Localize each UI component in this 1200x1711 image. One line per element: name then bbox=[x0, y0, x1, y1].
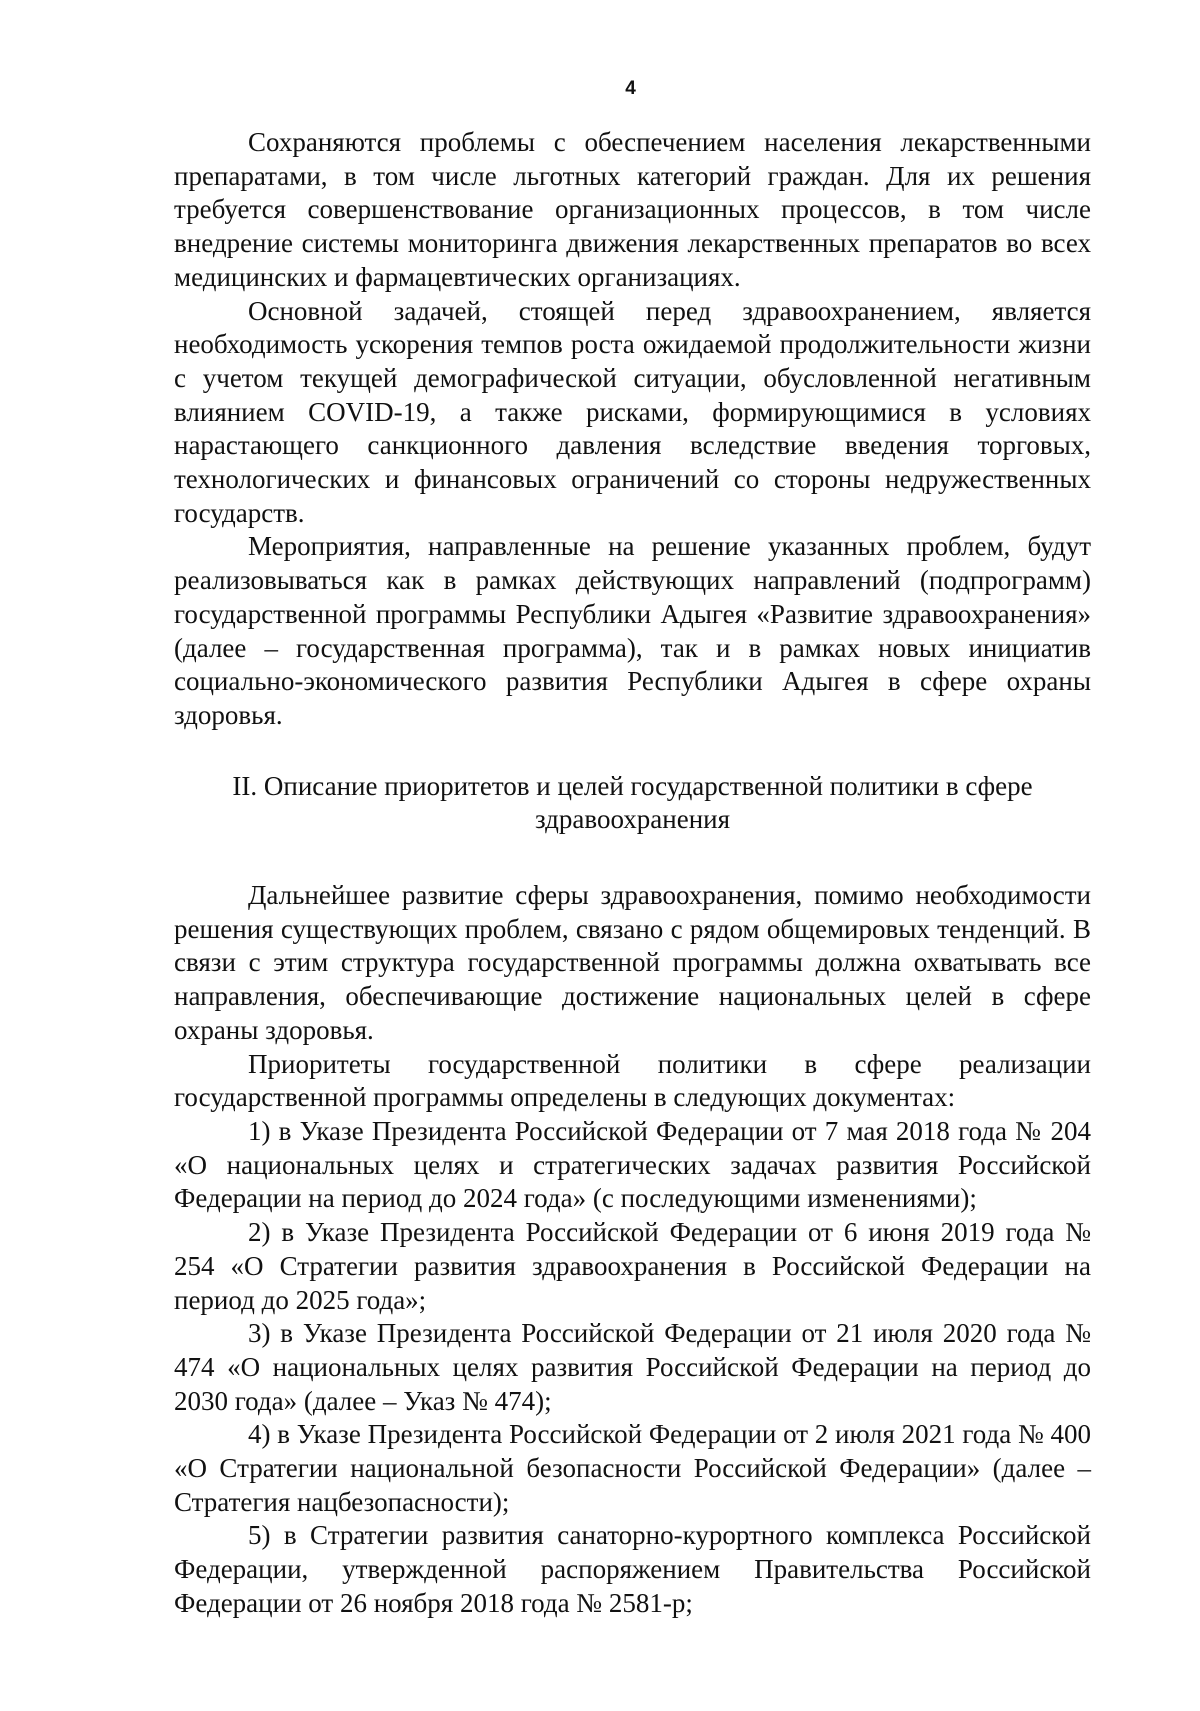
page-number: 4 bbox=[625, 78, 636, 99]
paragraph-further-development: Дальнейшее развитие сферы здравоохранения, помимо необходимости решения существующих проблем, связано с рядом общемировых тенденций. В связи с этим структура государственной программы должна охватывать все направления, обеспечивающие достижение национальных целей в сфере охраны здоровья. bbox=[174, 880, 1091, 1045]
list-item: 4) в Указе Президента Российской Федерации от 2 июля 2021 года № 400 «О Стратегии национальной безопасности Российской Федерации» (далее – Стратегия нацбезопасности); bbox=[174, 1419, 1091, 1517]
list-item: 3) в Указе Президента Российской Федерации от 21 июля 2020 года № 474 «О национальных целях развития Российской Федерации на период до 2030 года» (далее – Указ № 474); bbox=[174, 1318, 1091, 1416]
paragraph-priorities-intro: Приоритеты государственной политики в сфере реализации государственной программы определены в следующих документах: bbox=[174, 1048, 1091, 1113]
paragraph-medicine-supply: Сохраняются проблемы с обеспечением населения лекарственными препаратами, в том числе льготных категорий граждан. Для их решения требуется совершенствование организационных процессов, в том числе внедрение системы мониторинга движения лекарственных препаратов во всех медицинских и фармацевтических организациях. bbox=[174, 127, 1091, 292]
list-item: 5) в Стратегии развития санаторно-курортного комплекса Российской Федерации, утвержденной распоряжением Правительства Российской Федерации от 26 ноября 2018 года № 2581-р; bbox=[174, 1520, 1091, 1618]
paragraph-measures: Мероприятия, направленные на решение указанных проблем, будут реализовываться как в рамках действующих направлений (подпрограмм) государственной программы Республики Адыгея «Развитие здравоохранения» (далее – государственная программа), так и в рамках новых инициатив социально-экономического развития Республики Адыгея в сфере охраны здоровья. bbox=[174, 531, 1091, 730]
section-heading-line-2: здравоохранения bbox=[534, 804, 731, 835]
section-heading-line-1: II. Описание приоритетов и целей государственной политики в сфере bbox=[232, 770, 1033, 801]
paragraph-main-task: Основной задачей, стоящей перед здравоохранением, является необходимость ускорения темпов роста ожидаемой продолжительности жизни с учетом текущей демографической ситуации, обусловленной негативным влиянием COVID-19, а также рисками, формирующимися в условиях нарастающего санкционного давления вследствие введения торговых, технологических и финансовых ограничений со стороны недружественных государств. bbox=[174, 295, 1091, 528]
list-item: 2) в Указе Президента Российской Федерации от 6 июня 2019 года № 254 «О Стратегии развития здравоохранения в Российской Федерации на период до 2025 года»; bbox=[174, 1217, 1091, 1315]
section-heading bbox=[174, 770, 1091, 837]
list-item: 1) в Указе Президента Российской Федерации от 7 мая 2018 года № 204 «О национальных целях и стратегических задачах развития Российской Федерации на период до 2024 года» (с последующими изменениями); bbox=[174, 1115, 1091, 1214]
document-body bbox=[174, 126, 1091, 1621]
